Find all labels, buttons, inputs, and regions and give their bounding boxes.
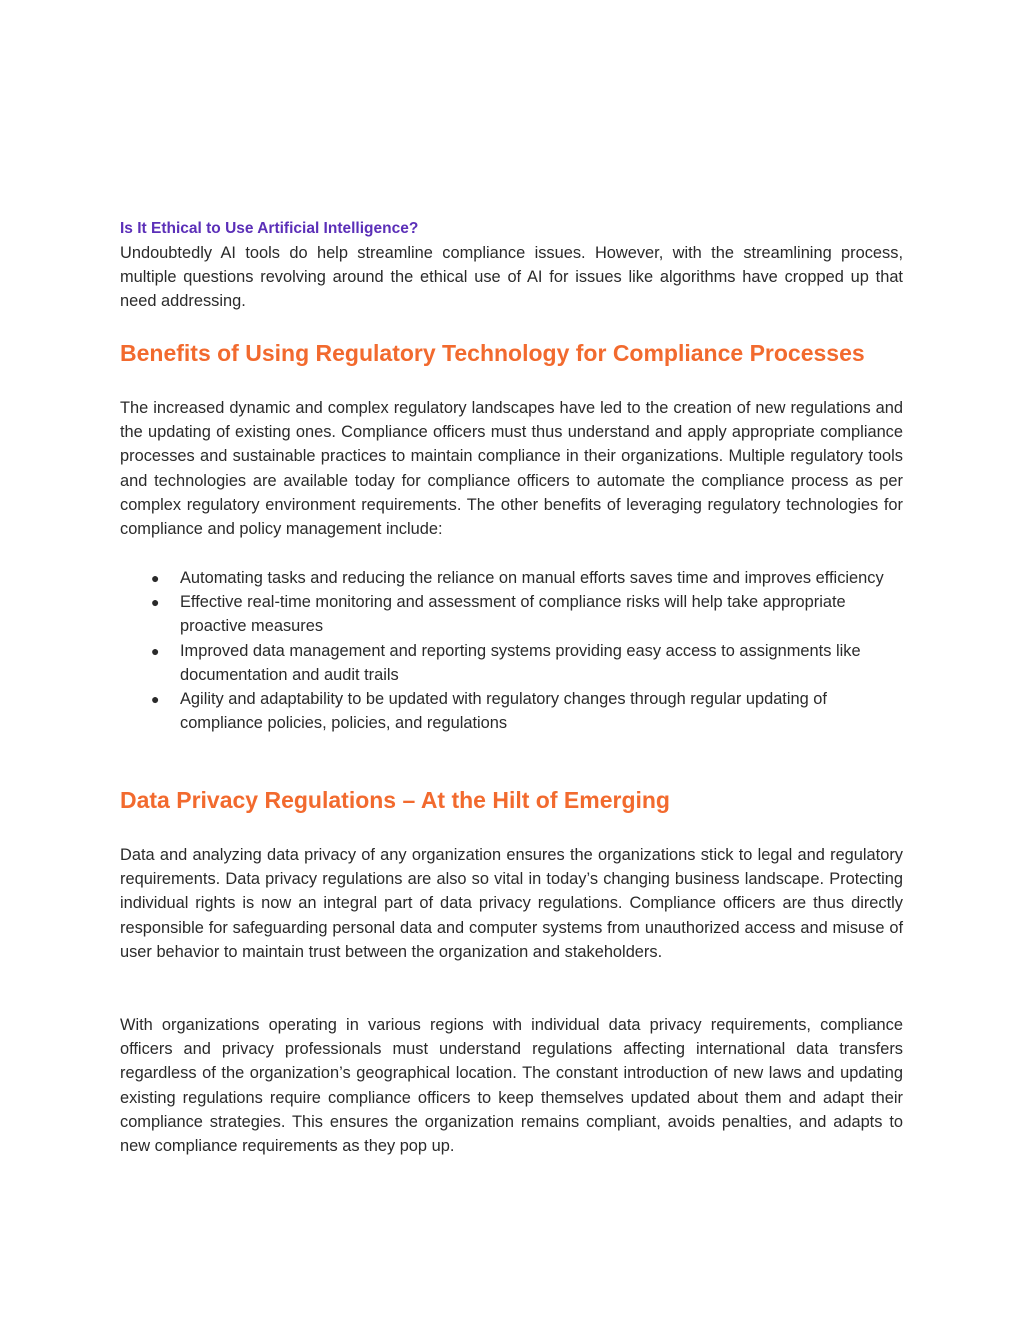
list-item: [120, 590, 903, 638]
benefits-list: [120, 566, 903, 735]
bullet-glyph: ●: [151, 691, 160, 708]
privacy-heading: Data Privacy Regulations – At the Hilt of Emerging: [120, 787, 670, 813]
bullet-glyph: ●: [151, 570, 160, 586]
bullet-glyph: ●: [151, 594, 160, 611]
list-item-text: Agility and adaptability to be updated with regulatory changes through regular updating of compliance policies, policies, and regulations: [180, 690, 827, 733]
bullet-glyph: ●: [151, 642, 160, 659]
list-item: [120, 687, 903, 735]
benefits-paragraph: The increased dynamic and complex regulatory landscapes have led to the creation of new regulations and the updating of existing ones. Compliance officers must thus understand and apply appropriate compliance processes and sustainable practices to maintain compliance in their organizations. Multiple regulatory tools and technologies are available today for compliance officers to automate the compliance process as per complex regulatory environment requirements. The other benefits of leveraging regulatory technologies for compliance and policy management include:: [120, 399, 903, 539]
list-item: [120, 566, 903, 590]
privacy-paragraph-2: With organizations operating in various regions with individual data privacy requirements, compliance officers and privacy professionals must understand regulations affecting international data transfers regardless of the organization’s geographical location. The constant introduction of new laws and updating existing regulations require compliance officers to keep themselves updated about them and adapt their compliance strategies. This ensures the organization remains compliant, avoids penalties, and adapts to new compliance requirements as they pop up.: [120, 1016, 903, 1156]
list-item-text: Effective real-time monitoring and assessment of compliance risks will help take appropriate proactive measures: [180, 593, 846, 636]
ethics-subheading: Is It Ethical to Use Artificial Intelligence?: [120, 220, 419, 237]
list-item: [120, 639, 903, 687]
list-item-text: Automating tasks and reducing the reliance on manual efforts saves time and improves efficiency: [180, 569, 884, 587]
ethics-paragraph: Undoubtedly AI tools do help streamline compliance issues. However, with the streamlining process, multiple questions revolving around the ethical use of AI for issues like algorithms have cropped up that need addressing.: [120, 244, 903, 311]
benefits-heading: Benefits of Using Regulatory Technology for Compliance Processes: [120, 340, 865, 366]
list-item-text: Improved data management and reporting systems providing easy access to assignments like documentation and audit trails: [180, 641, 861, 684]
privacy-paragraph-1: Data and analyzing data privacy of any organization ensures the organizations stick to legal and regulatory requirements. Data privacy regulations are also so vital in today’s changing business landscape. Protecting individual rights is now an integral part of data privacy regulations. Compliance officers are thus directly responsible for safeguarding personal data and computer systems from unauthorized access and misuse of user behavior to maintain trust between the organization and stakeholders.: [120, 846, 903, 961]
